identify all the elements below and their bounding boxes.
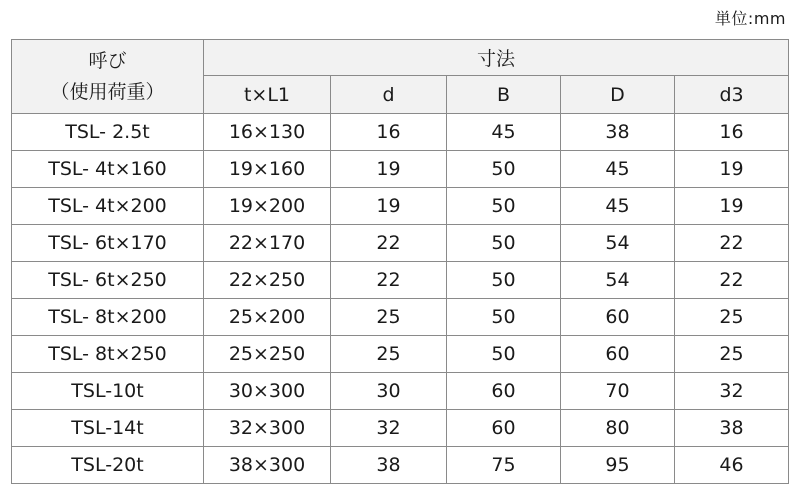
cell-b: 75: [447, 447, 561, 484]
cell-designation: TSL- 6t×250: [12, 262, 204, 299]
cell-b: 50: [447, 225, 561, 262]
cell-D: 95: [561, 447, 675, 484]
cell-d: 38: [331, 447, 447, 484]
column-header-d3: d3: [675, 76, 789, 114]
cell-d: 22: [331, 225, 447, 262]
cell-d3: 22: [675, 225, 789, 262]
table-row: [12, 151, 789, 188]
designation-header: [12, 40, 204, 114]
cell-designation: TSL-20t: [12, 447, 204, 484]
table-row: [12, 299, 789, 336]
cell-d3: 16: [675, 114, 789, 151]
cell-d3: 38: [675, 410, 789, 447]
table-body: [12, 114, 789, 484]
cell-d: 25: [331, 299, 447, 336]
cell-d: 19: [331, 188, 447, 225]
column-header-b: B: [447, 76, 561, 114]
cell-designation: TSL- 4t×160: [12, 151, 204, 188]
cell-txl1: 19×160: [204, 151, 331, 188]
cell-d: 22: [331, 262, 447, 299]
cell-D: 80: [561, 410, 675, 447]
cell-d3: 25: [675, 299, 789, 336]
cell-b: 50: [447, 262, 561, 299]
cell-d: 19: [331, 151, 447, 188]
cell-d3: 32: [675, 373, 789, 410]
column-header-d: d: [331, 76, 447, 114]
cell-D: 60: [561, 299, 675, 336]
table-row: [12, 336, 789, 373]
spec-table: [11, 39, 789, 484]
cell-txl1: 25×200: [204, 299, 331, 336]
cell-b: 45: [447, 114, 561, 151]
cell-D: 45: [561, 188, 675, 225]
cell-d3: 19: [675, 151, 789, 188]
table-row: [12, 225, 789, 262]
cell-d3: 46: [675, 447, 789, 484]
cell-b: 50: [447, 188, 561, 225]
designation-header-line1: 呼び: [88, 50, 127, 73]
table-row: [12, 447, 789, 484]
table-row: [12, 188, 789, 225]
cell-txl1: 16×130: [204, 114, 331, 151]
cell-designation: TSL- 8t×250: [12, 336, 204, 373]
cell-designation: TSL- 4t×200: [12, 188, 204, 225]
cell-b: 50: [447, 336, 561, 373]
cell-b: 60: [447, 373, 561, 410]
cell-d3: 19: [675, 188, 789, 225]
cell-txl1: 19×200: [204, 188, 331, 225]
cell-D: 70: [561, 373, 675, 410]
cell-designation: TSL- 2.5t: [12, 114, 204, 151]
cell-designation: TSL-10t: [12, 373, 204, 410]
cell-txl1: 22×170: [204, 225, 331, 262]
cell-b: 60: [447, 410, 561, 447]
cell-D: 45: [561, 151, 675, 188]
cell-D: 54: [561, 225, 675, 262]
cell-designation: TSL- 8t×200: [12, 299, 204, 336]
cell-d: 25: [331, 336, 447, 373]
cell-txl1: 38×300: [204, 447, 331, 484]
cell-d3: 25: [675, 336, 789, 373]
cell-d: 32: [331, 410, 447, 447]
cell-txl1: 22×250: [204, 262, 331, 299]
cell-d: 30: [331, 373, 447, 410]
cell-D: 60: [561, 336, 675, 373]
cell-txl1: 25×250: [204, 336, 331, 373]
unit-label: 単位:mm: [714, 9, 786, 28]
cell-D: 38: [561, 114, 675, 151]
designation-header-line2: （使用荷重）: [50, 80, 165, 103]
table-row: [12, 114, 789, 151]
column-header-txl1: t×L1: [204, 76, 331, 114]
cell-txl1: 32×300: [204, 410, 331, 447]
table-row: [12, 373, 789, 410]
cell-d: 16: [331, 114, 447, 151]
cell-D: 54: [561, 262, 675, 299]
table-row: [12, 262, 789, 299]
cell-designation: TSL-14t: [12, 410, 204, 447]
cell-b: 50: [447, 299, 561, 336]
cell-txl1: 30×300: [204, 373, 331, 410]
column-header-D: D: [561, 76, 675, 114]
cell-b: 50: [447, 151, 561, 188]
cell-designation: TSL- 6t×170: [12, 225, 204, 262]
dimensions-group-header: 寸法: [204, 40, 789, 76]
table-row: [12, 410, 789, 447]
cell-d3: 22: [675, 262, 789, 299]
